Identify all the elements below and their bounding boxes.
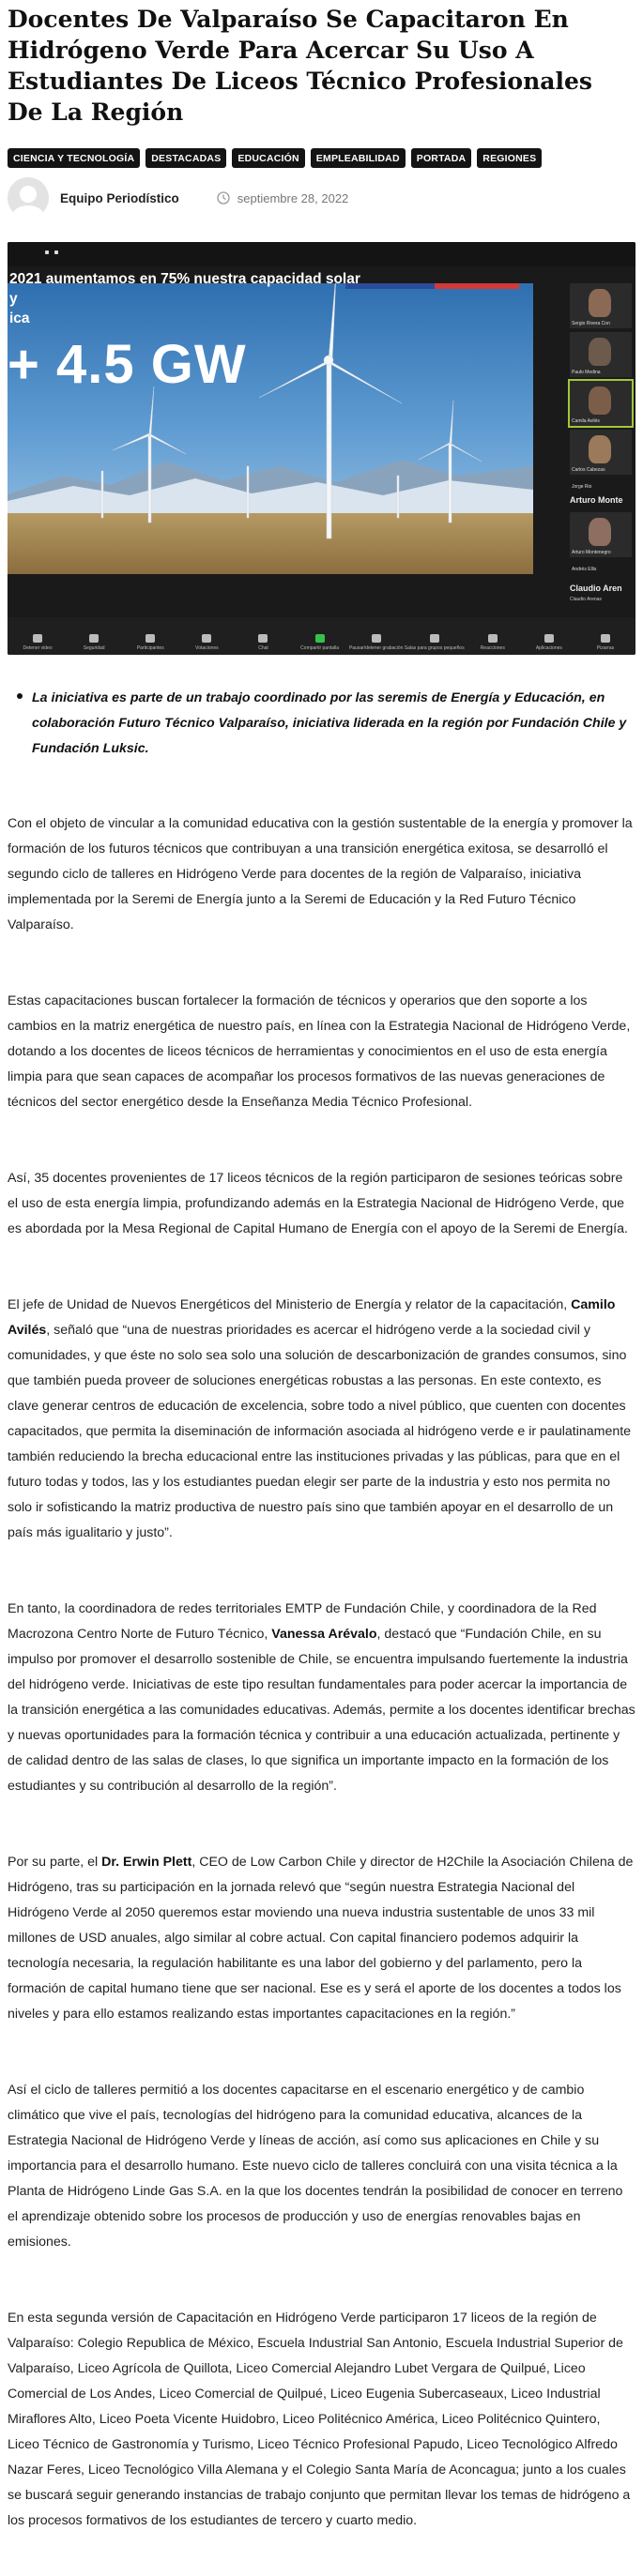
recording-button[interactable]: Pausar/detener grabación bbox=[348, 634, 405, 651]
clock-icon bbox=[217, 191, 230, 205]
security-button[interactable]: Seguridad bbox=[66, 634, 122, 651]
participant-name-large: Claudio Aren bbox=[570, 583, 622, 593]
speaker-name-erwin: Dr. Erwin Plett bbox=[101, 1855, 192, 1870]
reactions-button[interactable]: Reacciones bbox=[465, 634, 521, 651]
paragraph-1: Con el objeto de vincular a la comunidad educativa con la gestión sustentable de la energía y promover la formación de los futuros técnicos que contribuyan a una transición energética exitosa, se desarrolló el segundo ciclo de talleres en Hidrógeno Verde para docentes de la región de Valparaíso, iniciativa implementada por la Seremi de Energía junto a la Seremi de Educación y la Red Futuro Técnico Valparaíso. bbox=[8, 816, 633, 932]
tag-regiones[interactable]: REGIONES bbox=[477, 148, 542, 168]
participant-tile-active[interactable]: Camila Avilés bbox=[570, 381, 632, 426]
featured-video-screenshot[interactable] bbox=[8, 242, 635, 655]
speaker-name-camilo: Camilo Avilés bbox=[8, 1297, 616, 1338]
breakout-rooms-button[interactable]: Salas para grupos pequeños bbox=[405, 634, 465, 651]
category-tags bbox=[8, 148, 635, 168]
people-icon bbox=[145, 634, 155, 643]
article-title: Docentes De Valparaíso Se Capacitaron En Hidrógeno Verde Para Acercar Su Uso A Estudiantes De Liceos Técnico Profesionales De La Región bbox=[8, 6, 592, 126]
tag-portada[interactable]: PORTADA bbox=[411, 148, 472, 168]
highlight-text: La iniciativa es parte de un trabajo coordinado por las seremis de Energía y Educación, en colaboración Futuro Técnico Valparaíso, iniciativa liderada en la región por Fundación Chile y Fundación Luksic. bbox=[32, 690, 627, 756]
share-screen-button[interactable]: Compartir pantalla bbox=[292, 634, 348, 651]
participant-tile[interactable]: Andrés Ellis bbox=[572, 567, 597, 572]
paragraph-5: En tanto, la coordinadora de redes territoriales EMTP de Fundación Chile, y coordinadora de la Red Macrozona Centro Norte de Futuro Técnico, Vanessa Arévalo, destacó que “Fundación Chile, en su impulso por promover el desarrollo sostenible de Chile, se encuentra impulsando fuertemente la industria del hidrógeno verde. Iniciativas de este tipo resultan fundamentales para poder acercar la importancia de la transición energética a las comunidades educativas. Además, permite a los docentes identificar brechas y nuevas oportunidades para la formación técnica y contribuir a una educación actualizada, pertinente y de calidad dentro de las salas de clases, lo que significa un importante impacto en la formación de los estudiantes y su contribución al desarrollo de la región”. bbox=[8, 1601, 635, 1794]
participant-tile[interactable]: Carlos Cabezas bbox=[570, 430, 632, 475]
video-top-bar bbox=[8, 242, 635, 266]
grid-icon bbox=[430, 634, 439, 643]
participant-tile[interactable]: Jorge Rio bbox=[572, 484, 592, 490]
participant-name-large: Arturo Monte bbox=[570, 495, 623, 505]
apps-button[interactable]: Aplicaciones bbox=[521, 634, 577, 651]
paragraph-4: El jefe de Unidad de Nuevos Energéticos del Ministerio de Energía y relator de la capacitación, Camilo Avilés, señaló que “una de nuestras prioridades es acercar el hidrógeno verde a la sociedad civil y comunidades, y que éste no solo sea solo una solución de descarbonización de grandes consumos, sino que también pueda proveer de soluciones energéticas robustas a las personas. En este contexto, es clave generar centros de educación de excelencia, sobre todo a nivel público, que cuenten con docentes capacitados, que permita la diseminación de información asociada al hidrógeno verde e ir paulatinamente también reduciendo la brecha educacional entre las instituciones privadas y las públicas, para que en el futuro todas y todos, las y los estudiantes puedan elegir ser parte de la industria y esto nos permita no solo ir sofisticando la matriz productiva de nuestro país sino que también apoyar en el desarrollo de un país más igualitario y justo”. bbox=[8, 1297, 632, 1540]
tag-ciencia-tecnologia[interactable]: CIENCIA Y TECNOLOGÍA bbox=[8, 148, 140, 168]
article-meta bbox=[8, 177, 635, 219]
whiteboard-icon bbox=[601, 634, 610, 643]
participant-name-small: Claudio Arenas bbox=[570, 597, 602, 602]
publish-date: septiembre 28, 2022 bbox=[237, 190, 349, 205]
speaker-name-vanessa: Vanessa Arévalo bbox=[271, 1627, 377, 1642]
participant-tile[interactable]: Sergio Rivera Con bbox=[570, 283, 632, 328]
share-screen-icon bbox=[315, 634, 325, 643]
pause-icon bbox=[372, 634, 381, 643]
participants-panel bbox=[564, 283, 635, 602]
author-name[interactable]: Equipo Periodístico bbox=[60, 190, 179, 205]
tag-educacion[interactable]: EDUCACIÓN bbox=[232, 148, 304, 168]
participant-tile[interactable]: Paulo Medina bbox=[570, 332, 632, 377]
video-camera-icon bbox=[33, 634, 42, 643]
polls-button[interactable]: Votaciones bbox=[178, 634, 235, 651]
paragraph-6: Por su parte, el Dr. Erwin Plett, CEO de Low Carbon Chile y director de H2Chile la Asociación Chilena de Hidrógeno, tras su participación en la jornada relevó que “según nuestra Estrategia Nacional del Hidrógeno Verde al 2050 queremos estar moviendo una nueva industria sustentable de unos 33 mil millones de USD anuales, algo similar al cobre actual. Con capital financiero podemos adquirir la tecnología necesaria, la regulación habilitante es una labor del gobierno y del parlamento, pero la formación de capital humano tiene que ser nacional. Ese es y será el aporte de los docentes a todos los niveles y para ello estamos realizando estas importantes capacitaciones en la región.” bbox=[8, 1855, 634, 2022]
slide-caption: 2021 aumentamos en 75% nuestra capacidad solar y ica bbox=[9, 271, 360, 326]
author-avatar[interactable] bbox=[8, 177, 49, 219]
apps-icon bbox=[544, 634, 554, 643]
chat-button[interactable]: Chat bbox=[235, 634, 291, 651]
slide-big-number: + 4.5 GW bbox=[8, 334, 247, 395]
paragraph-2: Estas capacitaciones buscan fortalecer la formación de técnicos y operarios que den soporte a los cambios en la matriz energética de nuestro país, en línea con la Estrategia Nacional de Hidrógeno Verde, dotando a los docentes de liceos técnicos de herramientas y conocimientos en el uso de esta energía limpia para que sean capaces de acompañar los procesos formativos de las nuevas generaciones de técnicos del sector energético desde la Enseñanza Media Técnico Profesional. bbox=[8, 993, 631, 1110]
tag-destacadas[interactable]: DESTACADAS bbox=[145, 148, 226, 168]
meeting-toolbar bbox=[8, 617, 635, 655]
paragraph-7: Así el ciclo de talleres permitió a los docentes capacitarse en el escenario energético y de cambio climático que vive el país, tecnologías del hidrógeno para la comunidad educativa, alcances de la Estrategia Nacional de Hidrógeno Verde y líneas de acción, así como sus aplicaciones en Chile y su importancia para el desarrollo humano. Este nuevo ciclo de talleres concluirá con una visita técnica a la Planta de Hidrógeno Linde Gas S.A. en la que los docentes tendrán la posibilidad de conocer en terreno el aprendizaje obtenido sobre los procesos de producción y uso de energías renovables bajas en emisiones. bbox=[8, 2083, 623, 2250]
poll-icon bbox=[202, 634, 211, 643]
smile-icon bbox=[488, 634, 498, 643]
participants-button[interactable]: Participantes bbox=[122, 634, 178, 651]
shield-icon bbox=[89, 634, 99, 643]
highlight-bullet bbox=[8, 686, 635, 762]
tag-empleabilidad[interactable]: EMPLEABILIDAD bbox=[311, 148, 406, 168]
paragraph-8: En esta segunda versión de Capacitación en Hidrógeno Verde participaron 17 liceos de la región de Valparaíso: Colegio Republica de México, Escuela Industrial San Antonio, Escuela Industrial Superior de Valparaíso, Liceo Agrícola de Quillota, Liceo Comercial Alejandro Lubet Vergara de Quilpué, Liceo Comercial de Los Andes, Liceo Comercial de Quilpué, Liceo Eugenia Subercaseaux, Liceo Industrial Miraflores Alto, Liceo Poeta Vicente Huidobro, Liceo Politécnico América, Liceo Politécnico Quintero, Liceo Técnico de Gastronomía y Turismo, Liceo Técnico Profesional Papudo, Liceo Tecnológico Alfredo Nazar Feres, Liceo Tecnológico Villa Alemana y el Colegio Santa María de Aconcagua; junto a los cuales se buscará seguir generando instancias de trabajo conjunto que permitan llevar los temas de hidrógeno a los procesos formativos de los estudiantes de tercero y cuarto medio. bbox=[8, 2311, 631, 2528]
paragraph-3: Así, 35 docentes provenientes de 17 liceos técnicos de la región participaron de sesiones teóricas sobre el uso de esta energía limpia, profundizando además en la Estrategia Nacional de Hidrógeno Verde, que es abordada por la Mesa Regional de Capital Humano de Energía con el apoyo de la Seremi de Energía. bbox=[8, 1171, 628, 1236]
stop-video-button[interactable]: Detener video bbox=[9, 634, 66, 651]
chat-icon bbox=[258, 634, 268, 643]
participant-tile[interactable]: Arturo Montenegro bbox=[570, 512, 632, 557]
whiteboards-button[interactable]: Pizarras bbox=[577, 634, 634, 651]
